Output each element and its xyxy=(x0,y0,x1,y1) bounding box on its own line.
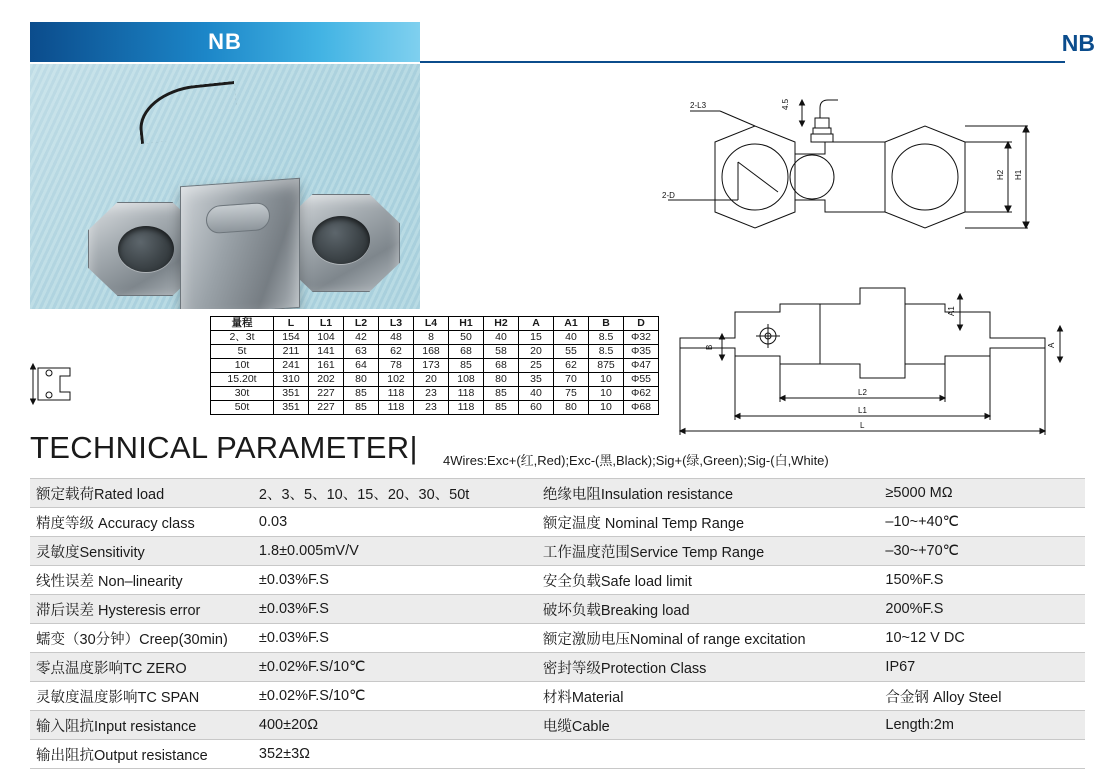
dim-cell: Φ62 xyxy=(624,387,659,401)
model-banner xyxy=(30,22,420,62)
svg-text:2-L3: 2-L3 xyxy=(690,101,707,110)
dim-cell: 202 xyxy=(309,373,344,387)
side-view-icon xyxy=(30,358,90,414)
svg-text:L: L xyxy=(860,421,865,430)
spec-value: –10~+40℃ xyxy=(879,508,1085,537)
svg-text:4.5: 4.5 xyxy=(781,98,790,110)
header-divider xyxy=(420,61,1065,63)
dim-cell: 104 xyxy=(309,331,344,345)
dim-cell: 85 xyxy=(484,401,519,415)
dim-cell: 20 xyxy=(414,373,449,387)
load-cell-body-plate xyxy=(206,202,270,234)
spec-label: 额定温度 Nominal Temp Range xyxy=(537,508,880,537)
dim-cell: 63 xyxy=(344,345,379,359)
spec-value: 2、3、5、10、15、20、30、50t xyxy=(253,479,537,508)
spec-label: 电缆Cable xyxy=(537,711,880,740)
spec-label: 工作温度范围Service Temp Range xyxy=(537,537,880,566)
dim-cell: 118 xyxy=(449,387,484,401)
table-row xyxy=(211,401,659,415)
dim-cell: 15 xyxy=(519,331,554,345)
dim-cell: 102 xyxy=(379,373,414,387)
spec-value: ±0.03%F.S xyxy=(253,595,537,624)
dim-cell: 40 xyxy=(519,387,554,401)
dim-cell: 35 xyxy=(519,373,554,387)
table-row xyxy=(211,345,659,359)
dim-cell: 168 xyxy=(414,345,449,359)
dim-cell: 2、3t xyxy=(211,331,274,345)
spec-value: 合金钢 Alloy Steel xyxy=(879,682,1085,711)
dim-cell: 10t xyxy=(211,359,274,373)
dimension-table-header-row xyxy=(211,317,659,331)
dim-cell: 8 xyxy=(414,331,449,345)
spec-value: IP67 xyxy=(879,653,1085,682)
spec-value: 10~12 V DC xyxy=(879,624,1085,653)
dim-header-cell: L3 xyxy=(379,317,414,331)
dim-cell: 42 xyxy=(344,331,379,345)
table-row xyxy=(30,740,1085,769)
dim-header-cell: B xyxy=(589,317,624,331)
dim-cell: 118 xyxy=(379,401,414,415)
dim-cell: 85 xyxy=(344,387,379,401)
page-header xyxy=(0,22,1117,64)
load-cell-right-hole xyxy=(312,216,370,264)
dim-cell: 161 xyxy=(309,359,344,373)
spec-label: 安全负载Safe load limit xyxy=(537,566,880,595)
dim-cell: 211 xyxy=(274,345,309,359)
spec-value: –30~+70℃ xyxy=(879,537,1085,566)
dim-cell: 50t xyxy=(211,401,274,415)
dim-cell: 62 xyxy=(554,359,589,373)
svg-text:H1: H1 xyxy=(1014,169,1023,180)
table-row xyxy=(211,373,659,387)
dim-cell: 15.20t xyxy=(211,373,274,387)
dim-cell: 227 xyxy=(309,387,344,401)
dim-cell: 10 xyxy=(589,401,624,415)
dimension-table xyxy=(210,316,659,415)
dim-cell: Φ32 xyxy=(624,331,659,345)
spec-label: 破坏负载Breaking load xyxy=(537,595,880,624)
dim-cell: 70 xyxy=(554,373,589,387)
specification-table xyxy=(30,478,1085,769)
spec-value: ±0.03%F.S xyxy=(253,566,537,595)
load-cell-left-hole xyxy=(118,226,174,272)
dim-cell: Φ35 xyxy=(624,345,659,359)
spec-value: ±0.02%F.S/10℃ xyxy=(253,682,537,711)
dim-cell: 141 xyxy=(309,345,344,359)
dim-header-cell: A1 xyxy=(554,317,589,331)
dim-cell: 310 xyxy=(274,373,309,387)
top-view-drawing xyxy=(660,96,1090,266)
spec-value xyxy=(879,740,1085,769)
spec-label: 绝缘电阻Insulation resistance xyxy=(537,479,880,508)
table-row xyxy=(211,387,659,401)
dim-cell: 8.5 xyxy=(589,331,624,345)
page-title: TECHNICAL PARAMETER| xyxy=(30,430,418,465)
spec-value: Length:2m xyxy=(879,711,1085,740)
dim-cell: 68 xyxy=(449,345,484,359)
spec-value: ±0.03%F.S xyxy=(253,624,537,653)
dim-header-cell: L4 xyxy=(414,317,449,331)
svg-text:H2: H2 xyxy=(996,169,1005,180)
dim-header-cell: H2 xyxy=(484,317,519,331)
spec-label: 灵敏度Sensitivity xyxy=(30,537,253,566)
spec-label: 输出阻抗Output resistance xyxy=(30,740,253,769)
spec-value: 400±20Ω xyxy=(253,711,537,740)
dim-cell: 64 xyxy=(344,359,379,373)
dim-cell: 154 xyxy=(274,331,309,345)
spec-label: 材料Material xyxy=(537,682,880,711)
cable-graphic xyxy=(136,81,240,144)
dim-header-cell: H1 xyxy=(449,317,484,331)
dim-cell: 10 xyxy=(589,387,624,401)
svg-text:L2: L2 xyxy=(858,388,867,397)
dim-cell: 23 xyxy=(414,401,449,415)
dim-cell: 8.5 xyxy=(589,345,624,359)
dim-cell: 62 xyxy=(379,345,414,359)
product-photo xyxy=(30,64,420,309)
table-row xyxy=(211,331,659,345)
wire-color-note: 4Wires:Exc+(红,Red);Exc-(黑,Black);Sig+(绿,Green);Sig-(白,White) xyxy=(443,453,829,468)
dim-cell: Φ47 xyxy=(624,359,659,373)
dim-header-cell: D xyxy=(624,317,659,331)
dim-cell: 10 xyxy=(589,373,624,387)
dim-cell: 227 xyxy=(309,401,344,415)
dim-cell: 55 xyxy=(554,345,589,359)
dim-cell: 60 xyxy=(519,401,554,415)
dim-cell: 80 xyxy=(484,373,519,387)
dim-cell: 241 xyxy=(274,359,309,373)
svg-text:L1: L1 xyxy=(858,406,867,415)
table-row xyxy=(30,595,1085,624)
table-row xyxy=(211,359,659,373)
dim-cell: 80 xyxy=(554,401,589,415)
dim-cell: 58 xyxy=(484,345,519,359)
dim-cell: 80 xyxy=(344,373,379,387)
dim-header-cell: 量程 xyxy=(211,317,274,331)
table-row xyxy=(30,682,1085,711)
dim-cell: 20 xyxy=(519,345,554,359)
table-row xyxy=(30,711,1085,740)
spec-label: 滞后误差 Hysteresis error xyxy=(30,595,253,624)
spec-label: 灵敏度温度影响TC SPAN xyxy=(30,682,253,711)
table-row xyxy=(30,566,1085,595)
dim-cell: 85 xyxy=(484,387,519,401)
spec-label: 输入阻抗Input resistance xyxy=(30,711,253,740)
dim-cell: 40 xyxy=(484,331,519,345)
dim-header-cell: A xyxy=(519,317,554,331)
svg-text:B: B xyxy=(705,344,714,350)
dim-cell: 30t xyxy=(211,387,274,401)
spec-label: 额定激励电压Nominal of range excitation xyxy=(537,624,880,653)
spec-value: 150%F.S xyxy=(879,566,1085,595)
dim-cell: 50 xyxy=(449,331,484,345)
dim-cell: 118 xyxy=(449,401,484,415)
dim-header-cell: L2 xyxy=(344,317,379,331)
model-right-label: NB xyxy=(1061,30,1095,56)
dim-cell: 351 xyxy=(274,387,309,401)
spec-label: 额定载荷Rated load xyxy=(30,479,253,508)
dim-cell: 40 xyxy=(554,331,589,345)
table-row xyxy=(30,624,1085,653)
dim-cell: 118 xyxy=(379,387,414,401)
spec-label: 密封等级Protection Class xyxy=(537,653,880,682)
spec-label: 蠕变（30分钟）Creep(30min) xyxy=(30,624,253,653)
spec-label: 精度等级 Accuracy class xyxy=(30,508,253,537)
spec-value: ±0.02%F.S/10℃ xyxy=(253,653,537,682)
svg-text:2-D: 2-D xyxy=(662,191,675,200)
table-row xyxy=(30,479,1085,508)
table-row xyxy=(30,653,1085,682)
dim-cell: 78 xyxy=(379,359,414,373)
spec-label xyxy=(537,740,880,769)
dim-cell: Φ55 xyxy=(624,373,659,387)
dim-cell: 85 xyxy=(449,359,484,373)
load-cell-body xyxy=(180,178,300,309)
dim-cell: 68 xyxy=(484,359,519,373)
dim-cell: 85 xyxy=(344,401,379,415)
dim-cell: 48 xyxy=(379,331,414,345)
dim-cell: 351 xyxy=(274,401,309,415)
dim-header-cell: L xyxy=(274,317,309,331)
dim-cell: 5t xyxy=(211,345,274,359)
spec-value: 200%F.S xyxy=(879,595,1085,624)
table-row xyxy=(30,537,1085,566)
dim-cell: 23 xyxy=(414,387,449,401)
front-view-drawing xyxy=(660,286,1090,436)
dim-cell: Φ68 xyxy=(624,401,659,415)
dim-cell: 25 xyxy=(519,359,554,373)
dim-cell: 108 xyxy=(449,373,484,387)
model-banner-label: NB xyxy=(208,29,242,54)
spec-value: ≥5000 MΩ xyxy=(879,479,1085,508)
dim-cell: 75 xyxy=(554,387,589,401)
spec-value: 1.8±0.005mV/V xyxy=(253,537,537,566)
dim-cell: 875 xyxy=(589,359,624,373)
dim-header-cell: L1 xyxy=(309,317,344,331)
spec-value: 352±3Ω xyxy=(253,740,537,769)
spec-value: 0.03 xyxy=(253,508,537,537)
spec-label: 线性误差 Non–linearity xyxy=(30,566,253,595)
spec-label: 零点温度影响TC ZERO xyxy=(30,653,253,682)
svg-text:A: A xyxy=(1047,342,1056,348)
dim-cell: 173 xyxy=(414,359,449,373)
svg-text:A1: A1 xyxy=(947,306,956,316)
table-row xyxy=(30,508,1085,537)
